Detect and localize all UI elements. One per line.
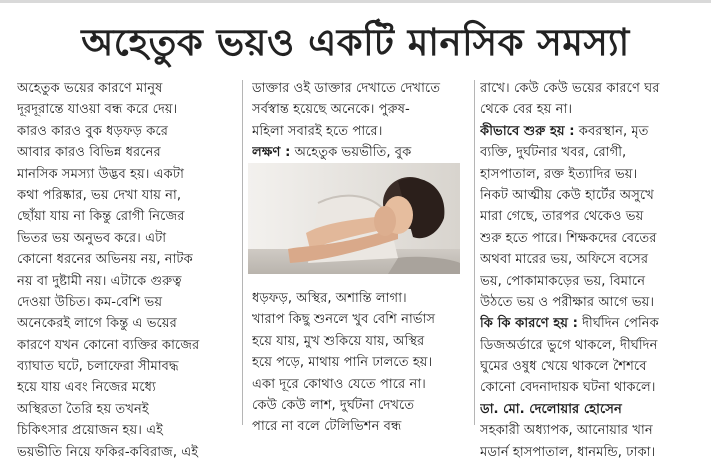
woman-covering-face-icon bbox=[248, 163, 460, 274]
text-line: ব্যাঘাত ঘটে, চলাফেরা সীমাবদ্ধ bbox=[17, 359, 179, 375]
column-divider bbox=[242, 80, 243, 425]
text-line: থেকে বের হয় না। bbox=[480, 102, 573, 118]
text-line: শুরু হতে পারে। শিক্ষকদের বেতের bbox=[480, 230, 657, 246]
text-line: মানসিক সমস্যা উদ্ভব হয়। একটা bbox=[17, 166, 184, 182]
why-label: কি কি কারণে হয় : bbox=[480, 316, 578, 332]
text-line: কোনো বেদনাদায়ক ঘটনা থাকলে। bbox=[480, 380, 656, 396]
text-line: ডাক্তার ওই ডাক্তার দেখাতে দেখাতে bbox=[252, 81, 441, 96]
text-line: উঠতে ভয় ও পরীক্ষার আগে ভয়। bbox=[480, 294, 655, 310]
why-first-text: দীর্ঘদিন পেনিক bbox=[582, 316, 659, 332]
text-line: কারণে যখন কোনো ব্যক্তির কাজের bbox=[17, 337, 200, 353]
headline: অহেতুক ভয়ও একটি মানসিক সমস্যা bbox=[81, 19, 630, 64]
text-line: আবার কারও বিভিন্ন ধরনের bbox=[17, 145, 161, 161]
how-line bbox=[480, 121, 705, 142]
column-2-bottom bbox=[252, 288, 472, 438]
column-divider bbox=[474, 80, 475, 425]
text-line: অনেকেরই লাগে কিন্তু এ ভয়ের bbox=[17, 316, 177, 332]
text-line: ডিজঅর্ডারে ভুগে থাকলে, দীর্ঘদিন bbox=[480, 337, 658, 353]
text-line: নিকট আত্মীয় কেউ হার্টের অসুখে bbox=[480, 187, 654, 203]
text-line: দূরদূরান্তে যাওয়া বন্ধ করে দেয়। bbox=[17, 102, 178, 118]
column-2-top bbox=[252, 78, 472, 164]
text-line: অথবা মারের ভয়, অফিসে বসের bbox=[480, 252, 649, 268]
text-line: সর্বস্বান্ত হয়েছে অনেকে। পুরুষ- bbox=[252, 102, 410, 118]
why-line bbox=[480, 313, 705, 334]
text-line: কোনো ধরনের অভিনয় নয়, নাটক bbox=[17, 252, 193, 268]
text-line: ঘুমের ওষুধ খেয়ে থাকলে শৈশবে bbox=[480, 359, 647, 375]
text-line: অহেতুক ভয়ের কারণে মানুষ bbox=[17, 81, 163, 96]
text-line: হয়ে যায়, মুখ শুকিয়ে যায়, অস্থির bbox=[252, 333, 425, 349]
text-line: ধড়ফড়, অস্থির, অশান্তি লাগা। bbox=[252, 291, 407, 306]
text-line: কারও কারও বুক ধড়ফড় করে bbox=[17, 123, 168, 139]
author-line: মডার্ন হাসপাতাল, ধানমন্ডি, ঢাকা। bbox=[480, 444, 656, 460]
text-line: হয়ে যায় এবং নিজের মধ্যে bbox=[17, 380, 156, 396]
text-line: ব্যক্তি, দুর্ঘটনার খবর, রোগী, bbox=[480, 145, 627, 161]
author-name: ডা. মো. দেলোয়ার হোসেন bbox=[480, 401, 622, 417]
text-line: চিকিৎসার প্রয়োজন হয়। এই bbox=[17, 423, 164, 439]
how-label: কীভাবে শুরু হয় : bbox=[480, 123, 575, 139]
symptom-text: অহেতুক ভয়ভীতি, বুক bbox=[294, 145, 412, 161]
text-line: মহিলা সবারই হতে পারে। bbox=[252, 123, 383, 139]
author-line: সহকারী অধ্যাপক, আনোয়ার খান bbox=[480, 423, 653, 439]
article-photo bbox=[248, 163, 460, 274]
top-border bbox=[0, 0, 711, 3]
how-first-text: কবরস্থান, মৃত bbox=[578, 123, 649, 139]
text-line: কেউ কেউ লাশ, দুর্ঘটনা দেখতে bbox=[252, 397, 415, 413]
text-line: ভিতর ভয় অনুভব করে। এটা bbox=[17, 230, 167, 246]
text-line: হয়ে পড়ে, মাথায় পানি ঢালতে হয়। bbox=[252, 355, 433, 371]
symptom-line bbox=[252, 142, 472, 163]
text-line: ভয়ভীতি নিয়ে ফকির-কবিরাজ, এই bbox=[17, 444, 199, 460]
text-line: দেওয়া উচিত। কম-বেশি ভয় bbox=[17, 294, 163, 310]
column-3 bbox=[480, 78, 705, 463]
symptom-label: লক্ষণ : bbox=[252, 145, 291, 161]
text-line: একা দূরে কোথাও যেতে পারে না। bbox=[252, 376, 426, 392]
text-line: রাখে। কেউ কেউ ভয়ের কারণে ঘর bbox=[480, 81, 660, 96]
text-line: মারা গেছে, তারপর থেকেও ভয় bbox=[480, 209, 644, 225]
text-line: অস্থিরতা তৈরি হয় তখনই bbox=[17, 401, 149, 417]
text-line: কথা পরিষ্কার, ভয় দেখা যায় না, bbox=[17, 187, 182, 203]
column-1 bbox=[17, 78, 235, 463]
text-line: পারে না বলে টেলিভিশন বন্ধ bbox=[252, 419, 402, 435]
text-line: খারাপ কিছু শুনলে খুব বেশি নার্ভাস bbox=[252, 312, 436, 328]
text-line: হাসপাতাল, রক্ত ইত্যাদির ভয়। bbox=[480, 166, 638, 182]
text-line: ছোঁয়া যায় না কিন্তু রোগী নিজের bbox=[17, 209, 185, 225]
text-line: নয় বা দুষ্টামী নয়। এটাকে গুরুত্ব bbox=[17, 273, 182, 289]
text-line: ভয়, পোকামাকড়ের ভয়, বিমানে bbox=[480, 273, 646, 289]
